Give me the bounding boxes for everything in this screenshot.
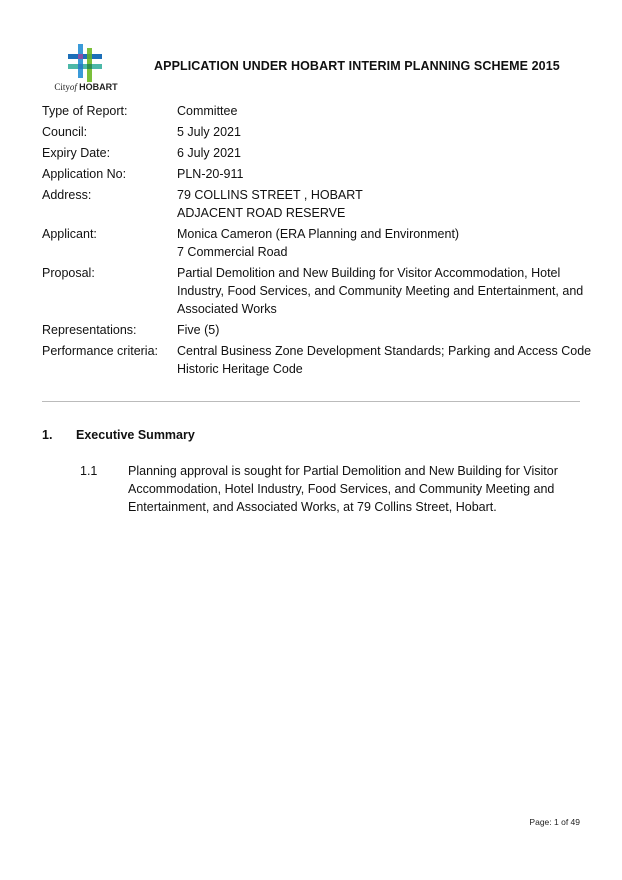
detail-row-representations [42,321,592,339]
detail-row-type [42,102,592,120]
detail-value [177,186,592,222]
detail-value [177,342,592,378]
section-title: Executive Summary [76,428,195,442]
section-heading [42,428,195,442]
detail-value-line: 5 July 2021 [177,125,241,139]
hobart-hashtag-logo-icon [64,44,106,82]
detail-row-proposal [42,264,592,318]
detail-value-line: Five (5) [177,323,220,337]
detail-value [177,102,592,120]
detail-value-line: Historic Heritage Code [177,362,303,376]
logo-city: City [54,82,70,92]
detail-row-expiry [42,144,592,162]
document-title: APPLICATION UNDER HOBART INTERIM PLANNING SCHEME 2015 [154,59,560,73]
detail-row-applicant [42,225,592,261]
detail-value-line: Associated Works [177,302,277,316]
paragraph-line: Planning approval is sought for Partial Demolition and New Building for Visitor [128,464,558,478]
detail-value [177,165,592,183]
detail-row-application-no [42,165,592,183]
detail-label: Expiry Date: [42,146,111,160]
logo-wordmark [44,82,128,92]
detail-label: Council: [42,125,88,139]
detail-label: Proposal: [42,266,95,280]
detail-value [177,144,592,162]
paragraph-line: Accommodation, Hotel Industry, Food Services, and Community Meeting and [128,482,555,496]
detail-value [177,123,592,141]
paragraph-text [128,462,580,516]
detail-value-line: Partial Demolition and New Building for Visitor Accommodation, Hotel [177,266,561,280]
detail-label: Representations: [42,323,137,337]
detail-label: Type of Report: [42,104,128,118]
detail-value-line: 7 Commercial Road [177,245,288,259]
detail-value-line: PLN-20-911 [177,167,244,181]
detail-value [177,321,592,339]
detail-value-line: 6 July 2021 [177,146,241,160]
paragraph-line: Entertainment, and Associated Works, at 79 Collins Street, Hobart. [128,500,497,514]
section-divider [42,401,580,402]
paragraph-1-1 [80,462,580,516]
page-number: Page: 1 of 49 [529,817,580,827]
detail-row-address [42,186,592,222]
application-details [42,102,592,381]
detail-row-council [42,123,592,141]
detail-value-line: 79 COLLINS STREET , HOBART [177,188,363,202]
detail-label: Application No: [42,167,127,181]
paragraph-number: 1.1 [80,464,98,478]
detail-label: Performance criteria: [42,344,159,358]
section-number: 1. [42,428,53,442]
detail-value-line: ADJACENT ROAD RESERVE [177,206,346,220]
detail-value [177,225,592,261]
detail-row-performance-criteria [42,342,592,378]
detail-value-line: Industry, Food Services, and Community Meeting and Entertainment, and [177,284,584,298]
detail-value-line: Central Business Zone Development Standards; Parking and Access Code [177,344,592,358]
detail-value-line: Committee [177,104,238,118]
logo-hobart: HOBART [79,82,118,92]
detail-label: Applicant: [42,227,97,241]
city-of-hobart-logo [44,44,128,96]
detail-value [177,264,592,318]
detail-value-line: Monica Cameron (ERA Planning and Environment) [177,227,460,241]
detail-label: Address: [42,188,92,202]
logo-of: of [69,82,77,92]
